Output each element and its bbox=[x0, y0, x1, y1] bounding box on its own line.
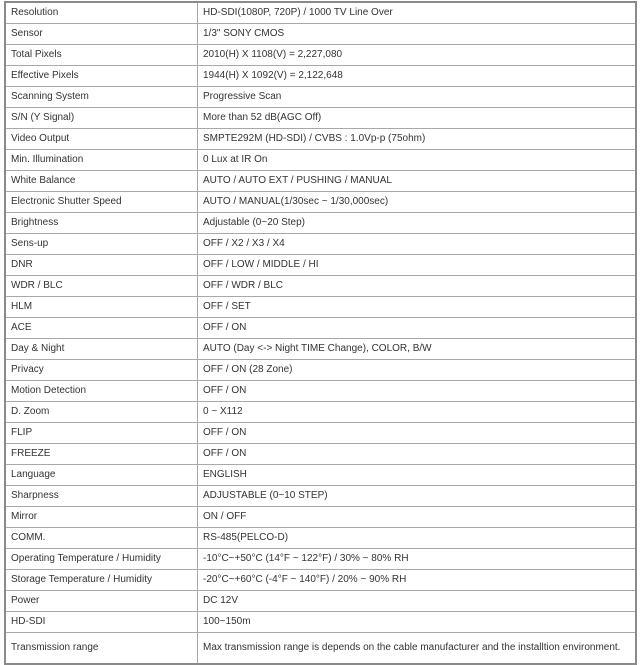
spec-label: Scanning System bbox=[5, 87, 198, 108]
table-row bbox=[5, 297, 636, 318]
spec-value: -20°C~+60°C (-4°F ~ 140°F) / 20% ~ 90% RH bbox=[198, 570, 637, 591]
spec-value: ENGLISH bbox=[198, 465, 637, 486]
spec-value: OFF / ON bbox=[198, 381, 637, 402]
spec-table bbox=[4, 1, 637, 665]
table-row bbox=[5, 192, 636, 213]
table-row bbox=[5, 87, 636, 108]
spec-label: FLIP bbox=[5, 423, 198, 444]
spec-value: OFF / ON (28 Zone) bbox=[198, 360, 637, 381]
table-row bbox=[5, 255, 636, 276]
spec-label: Language bbox=[5, 465, 198, 486]
table-row bbox=[5, 318, 636, 339]
spec-value: RS-485(PELCO-D) bbox=[198, 528, 637, 549]
table-row bbox=[5, 486, 636, 507]
table-row bbox=[5, 549, 636, 570]
spec-value: AUTO / MANUAL(1/30sec ~ 1/30,000sec) bbox=[198, 192, 637, 213]
spec-value: 100~150m bbox=[198, 612, 637, 633]
spec-value: Adjustable (0~20 Step) bbox=[198, 213, 637, 234]
spec-label: FREEZE bbox=[5, 444, 198, 465]
spec-label: Transmission range bbox=[5, 633, 198, 665]
table-row bbox=[5, 465, 636, 486]
spec-label: Sharpness bbox=[5, 486, 198, 507]
spec-label: Power bbox=[5, 591, 198, 612]
table-row bbox=[5, 66, 636, 87]
table-row bbox=[5, 150, 636, 171]
table-row bbox=[5, 45, 636, 66]
spec-value: OFF / WDR / BLC bbox=[198, 276, 637, 297]
spec-value: OFF / SET bbox=[198, 297, 637, 318]
spec-value: OFF / LOW / MIDDLE / HI bbox=[198, 255, 637, 276]
spec-label: Operating Temperature / Humidity bbox=[5, 549, 198, 570]
spec-label: DNR bbox=[5, 255, 198, 276]
spec-value: 1944(H) X 1092(V) = 2,122,648 bbox=[198, 66, 637, 87]
spec-label: Total Pixels bbox=[5, 45, 198, 66]
table-row bbox=[5, 2, 636, 24]
spec-label: ACE bbox=[5, 318, 198, 339]
spec-label: Mirror bbox=[5, 507, 198, 528]
spec-value: Progressive Scan bbox=[198, 87, 637, 108]
table-row bbox=[5, 633, 636, 665]
table-row bbox=[5, 213, 636, 234]
spec-label: HLM bbox=[5, 297, 198, 318]
table-row bbox=[5, 171, 636, 192]
spec-label: S/N (Y Signal) bbox=[5, 108, 198, 129]
spec-label: Sens-up bbox=[5, 234, 198, 255]
spec-value: ON / OFF bbox=[198, 507, 637, 528]
table-row bbox=[5, 339, 636, 360]
spec-label: Day & Night bbox=[5, 339, 198, 360]
table-row bbox=[5, 423, 636, 444]
spec-value: OFF / ON bbox=[198, 423, 637, 444]
spec-label: Sensor bbox=[5, 24, 198, 45]
spec-label: D. Zoom bbox=[5, 402, 198, 423]
table-row bbox=[5, 402, 636, 423]
spec-label: Storage Temperature / Humidity bbox=[5, 570, 198, 591]
spec-value: 0 Lux at IR On bbox=[198, 150, 637, 171]
table-row bbox=[5, 234, 636, 255]
spec-label: Brightness bbox=[5, 213, 198, 234]
spec-value: 0 ~ X112 bbox=[198, 402, 637, 423]
spec-label: Min. Illumination bbox=[5, 150, 198, 171]
table-row bbox=[5, 381, 636, 402]
spec-label: HD-SDI bbox=[5, 612, 198, 633]
table-row bbox=[5, 108, 636, 129]
spec-label: Resolution bbox=[5, 2, 198, 24]
spec-value: AUTO (Day <-> Night TIME Change), COLOR, B/W bbox=[198, 339, 637, 360]
table-row bbox=[5, 612, 636, 633]
spec-value: 1/3" SONY CMOS bbox=[198, 24, 637, 45]
spec-value: 2010(H) X 1108(V) = 2,227,080 bbox=[198, 45, 637, 66]
table-row bbox=[5, 528, 636, 549]
spec-value: ADJUSTABLE (0~10 STEP) bbox=[198, 486, 637, 507]
spec-label: Motion Detection bbox=[5, 381, 198, 402]
spec-value: Max transmission range is depends on the cable manufacturer and the installtion environment. bbox=[198, 633, 637, 665]
spec-value: -10°C~+50°C (14°F ~ 122°F) / 30% ~ 80% RH bbox=[198, 549, 637, 570]
table-row bbox=[5, 276, 636, 297]
table-row bbox=[5, 129, 636, 150]
spec-label: White Balance bbox=[5, 171, 198, 192]
spec-label: Effective Pixels bbox=[5, 66, 198, 87]
table-row bbox=[5, 360, 636, 381]
table-row bbox=[5, 507, 636, 528]
spec-value: AUTO / AUTO EXT / PUSHING / MANUAL bbox=[198, 171, 637, 192]
spec-value: HD-SDI(1080P, 720P) / 1000 TV Line Over bbox=[198, 2, 637, 24]
spec-label: WDR / BLC bbox=[5, 276, 198, 297]
table-row bbox=[5, 24, 636, 45]
spec-value: OFF / ON bbox=[198, 444, 637, 465]
spec-value: SMPTE292M (HD-SDI) / CVBS : 1.0Vp-p (75ohm) bbox=[198, 129, 637, 150]
spec-label: Privacy bbox=[5, 360, 198, 381]
spec-value: OFF / X2 / X3 / X4 bbox=[198, 234, 637, 255]
table-row bbox=[5, 591, 636, 612]
table-row bbox=[5, 444, 636, 465]
spec-value: DC 12V bbox=[198, 591, 637, 612]
spec-value: OFF / ON bbox=[198, 318, 637, 339]
spec-value: More than 52 dB(AGC Off) bbox=[198, 108, 637, 129]
spec-label: Video Output bbox=[5, 129, 198, 150]
spec-label: Electronic Shutter Speed bbox=[5, 192, 198, 213]
spec-label: COMM. bbox=[5, 528, 198, 549]
table-row bbox=[5, 570, 636, 591]
